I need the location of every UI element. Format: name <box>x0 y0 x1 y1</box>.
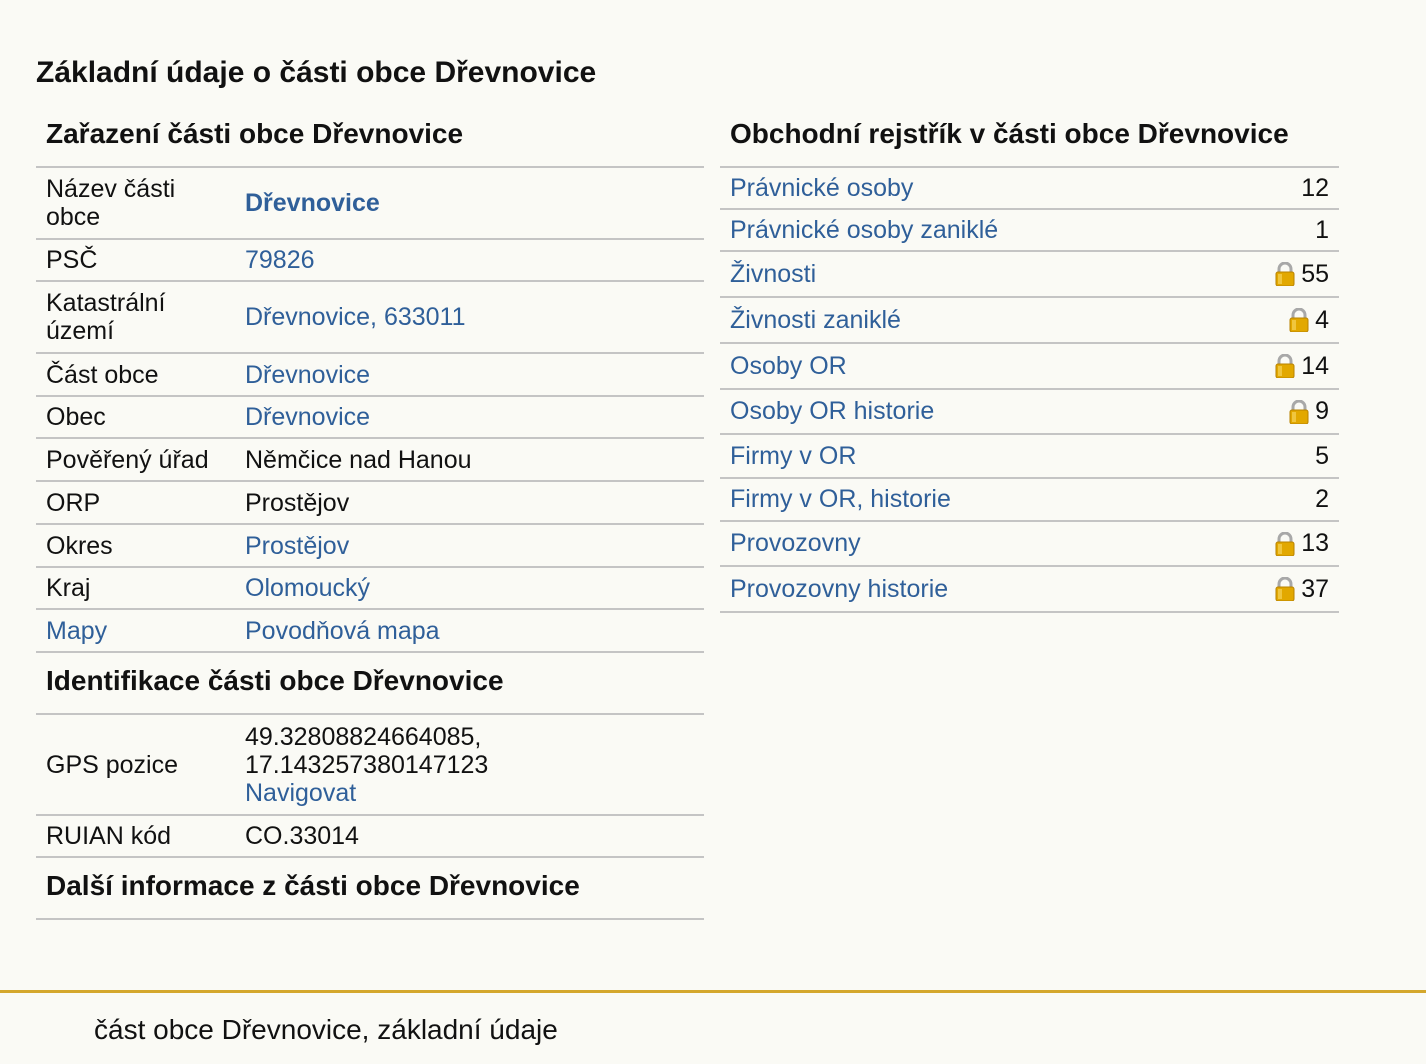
count-value: 37 <box>1301 574 1329 603</box>
table-row <box>36 481 704 524</box>
table-row <box>36 609 704 652</box>
row-label: ORP <box>36 481 235 524</box>
povodnova-mapa-link[interactable]: Povodňová mapa <box>245 616 440 645</box>
count-value: 9 <box>1315 397 1329 425</box>
ruian-label: RUIAN kód <box>36 815 235 857</box>
povereny-urad-value: Němčice nad Hanou <box>235 438 704 481</box>
row-label: Kraj <box>36 567 235 609</box>
footer-text: část obce Dřevnovice, základní údaje <box>94 1014 558 1045</box>
count-cell <box>1315 485 1329 514</box>
katastralni-uzemi-link[interactable]: Dřevnovice, 633011 <box>245 303 466 331</box>
rejstrik-link[interactable]: Firmy v OR, historie <box>730 485 951 513</box>
list-item <box>720 252 1339 298</box>
count-cell <box>1289 397 1329 426</box>
count-value: 14 <box>1301 351 1329 380</box>
footer-divider <box>0 990 1426 993</box>
ruian-value: CO.33014 <box>235 815 704 857</box>
orp-value: Prostějov <box>235 481 704 524</box>
dalsi-title: Další informace z části obce Dřevnovice <box>36 858 704 920</box>
rejstrik-link[interactable]: Živnosti <box>730 259 817 288</box>
lock-icon <box>1275 577 1295 601</box>
row-label: Katastrální území <box>36 281 235 353</box>
gps-lon: 17.143257380147123 <box>245 750 489 779</box>
list-item <box>720 390 1339 435</box>
lock-icon <box>1275 532 1295 556</box>
rejstrik-link[interactable]: Provozovny <box>730 529 861 557</box>
row-label: Pověřený úřad <box>36 438 235 481</box>
table-row <box>36 239 704 281</box>
table-row <box>36 438 704 481</box>
psc-link[interactable]: 79826 <box>245 246 315 274</box>
gps-label: GPS pozice <box>36 715 235 815</box>
row-label: Část obce <box>36 353 235 396</box>
row-label: Název části obce <box>36 168 235 239</box>
page-title: Základní údaje o části obce Dřevnovice <box>36 56 597 89</box>
count-cell <box>1315 442 1329 471</box>
zarazeni-title: Zařazení části obce Dřevnovice <box>36 112 704 168</box>
count-cell <box>1275 575 1329 604</box>
kraj-link[interactable]: Olomoucký <box>245 574 371 602</box>
gps-lat: 49.32808824664085, <box>245 722 482 751</box>
count-value: 5 <box>1315 441 1329 470</box>
navigovat-link[interactable]: Navigovat <box>245 778 357 807</box>
count-cell <box>1275 260 1329 289</box>
count-value: 1 <box>1315 215 1329 244</box>
obec-link[interactable]: Dřevnovice <box>245 403 371 431</box>
lock-icon <box>1289 308 1309 332</box>
count-cell <box>1301 174 1329 203</box>
count-cell <box>1275 352 1329 381</box>
table-row <box>36 524 704 567</box>
list-item <box>720 479 1339 522</box>
rejstrik-link[interactable]: Právnické osoby <box>730 173 914 202</box>
list-item <box>720 210 1339 252</box>
rejstrik-link[interactable]: Právnické osoby zaniklé <box>730 215 999 244</box>
nazev-link[interactable]: Dřevnovice <box>245 189 380 217</box>
count-value: 13 <box>1301 529 1329 557</box>
lock-icon <box>1275 354 1295 378</box>
row-label: PSČ <box>36 239 235 281</box>
table-row <box>36 281 704 353</box>
rejstrik-link[interactable]: Firmy v OR <box>730 441 857 470</box>
row-label: Obec <box>36 396 235 438</box>
table-row <box>36 715 704 815</box>
list-item <box>720 344 1339 390</box>
okres-link[interactable]: Prostějov <box>245 531 350 560</box>
list-item <box>720 522 1339 567</box>
count-cell <box>1315 216 1329 245</box>
lock-icon <box>1289 400 1309 424</box>
lock-icon <box>1275 262 1295 286</box>
left-column <box>36 112 704 920</box>
count-cell <box>1275 529 1329 558</box>
count-value: 12 <box>1301 173 1329 202</box>
rejstrik-link[interactable]: Osoby OR historie <box>730 397 935 425</box>
table-row <box>36 567 704 609</box>
list-item <box>720 567 1339 613</box>
row-label: Okres <box>36 524 235 567</box>
rejstrik-link[interactable]: Živnosti zaniklé <box>730 305 901 334</box>
list-item <box>720 298 1339 344</box>
mapy-link[interactable]: Mapy <box>46 616 108 645</box>
right-column <box>720 112 1339 613</box>
count-cell <box>1289 306 1329 335</box>
identifikace-table <box>36 715 704 858</box>
table-row <box>36 815 704 857</box>
rejstrik-list <box>720 168 1339 613</box>
table-row <box>36 396 704 438</box>
list-item <box>720 435 1339 479</box>
count-value: 2 <box>1315 485 1329 513</box>
cast-obce-link[interactable]: Dřevnovice <box>245 360 371 389</box>
table-row <box>36 353 704 396</box>
list-item <box>720 168 1339 210</box>
rejstrik-link[interactable]: Osoby OR <box>730 351 847 380</box>
rejstrik-link[interactable]: Provozovny historie <box>730 574 949 603</box>
rejstrik-title: Obchodní rejstřík v části obce Dřevnovice <box>720 112 1339 168</box>
identifikace-title: Identifikace části obce Dřevnovice <box>36 653 704 715</box>
zarazeni-table <box>36 168 704 653</box>
count-value: 4 <box>1315 305 1329 334</box>
table-row <box>36 168 704 239</box>
count-value: 55 <box>1301 259 1329 288</box>
